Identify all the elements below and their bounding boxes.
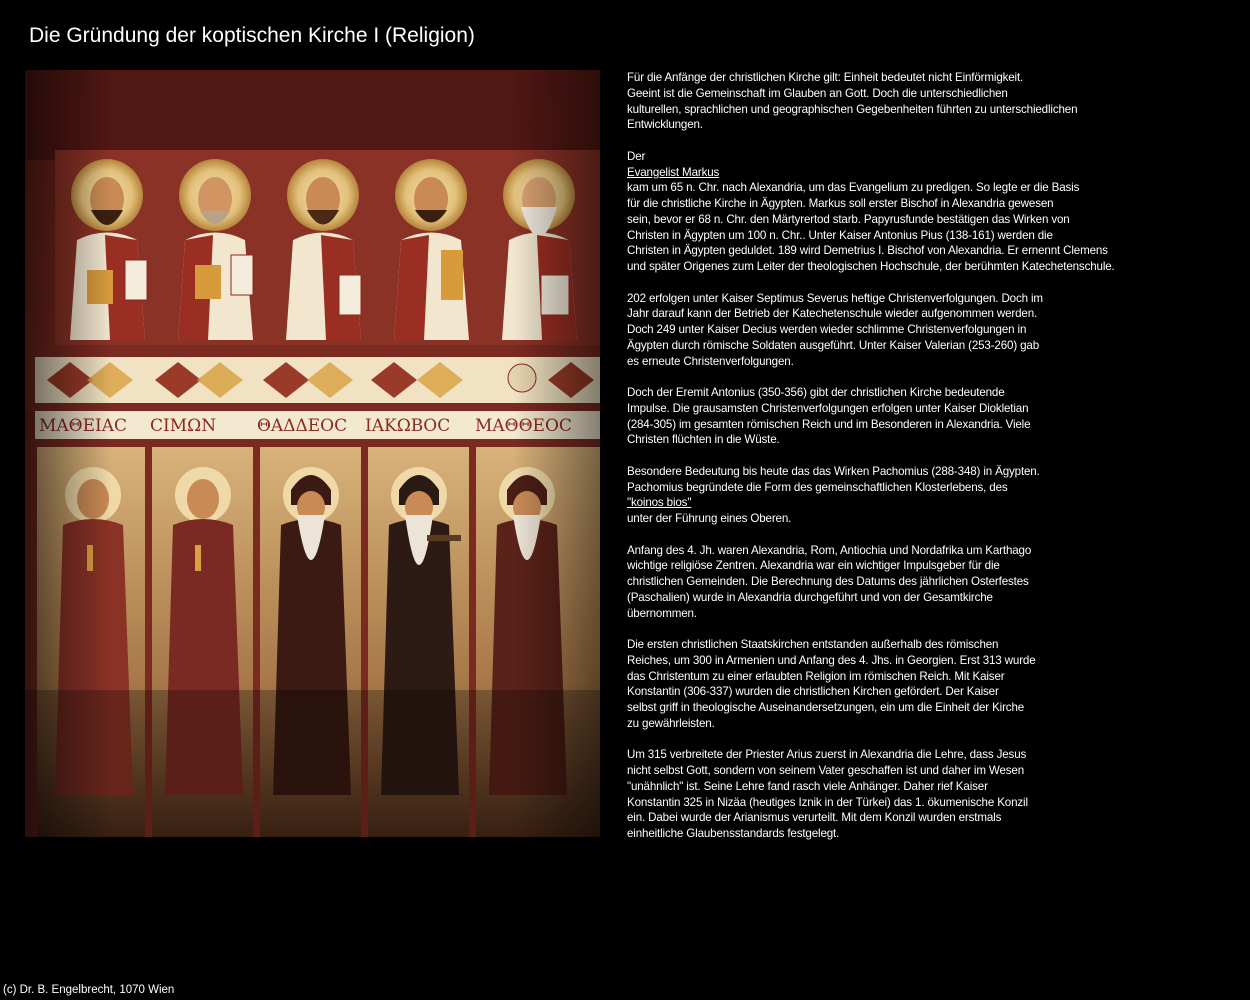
paragraph-markus-lead: Der bbox=[627, 149, 646, 163]
paragraph-arius: Um 315 verbreitete der Priester Arius zuerst in Alexandria die Lehre, dass Jesus nicht selbst Gott, sondern von seinem Vater geschaffen ist und daher im Wesen "unähnlich" ist. Seine Lehre fand rasch viele Anhänger. Daher rief Kaiser Konstantin 325 in Nizäa (heutiges Iznik in der Türkei) das 1. ökumenische Konzil ein. Dabei wurde der Arianismus verurteilt. Mit dem Konzil wurden erstmals einheitliche Glaubensstandards festgelegt. bbox=[627, 748, 1028, 840]
paragraph-persecutions: 202 erfolgen unter Kaiser Septimus Severus heftige Christenverfolgungen. Doch im Jahr darauf kann der Betrieb der Katechetenschule wieder aufgenommen werden. Doch 249 unter Kaiser Decius werden wieder schlimme Christenverfolgungen in Ägypten durch römische Soldaten ausgeführt. Unter Kaiser Valerian (253-260) gab es erneute Christenverfolgungen. bbox=[627, 291, 1043, 368]
paragraph-pachomius-lead: Besondere Bedeutung bis heute das das Wirken Pachomius (288-348) in Ägypten. Pachomius begründete die Form des gemeinschaftlichen Klosterlebens, des bbox=[627, 464, 1040, 494]
koinos-bios-link[interactable]: "koinos bios" bbox=[627, 496, 692, 510]
paragraph-state-churches: Die ersten christlichen Staatskirchen entstanden außerhalb des römischen Reiches, um 300 in Armenien und Anfang des 4. Jhs. in Georgien. Erst 313 wurde das Christentum zu einer erlaubten Religion im römischen Reich. Mit Kaiser Konstantin (306-337) wurden die christlichen Kirchen gefördert. Der Kaiser selbst griff in theologische Auseinandersetzungen, ein um die Einheit der Kirche zu gewährleisten. bbox=[627, 638, 1036, 730]
paragraph-markus bbox=[627, 149, 1187, 275]
paragraph-pachomius bbox=[627, 464, 1187, 527]
copyright-footer: (c) Dr. B. Engelbrecht, 1070 Wien bbox=[3, 984, 175, 996]
fresco-photo bbox=[25, 70, 600, 837]
paragraph-antonius: Doch der Eremit Antonius (350-356) gibt der christlichen Kirche bedeutende Impulse. Die grausamsten Christenverfolgungen erfolgen unter Kaiser Diokletian (284-305) im gesamten römischen Reich und im Besonderen in Alexandria. Viele Christen flüchten in die Wüste. bbox=[627, 386, 1031, 447]
fresco-image bbox=[25, 70, 600, 837]
paragraph-markus-body: kam um 65 n. Chr. nach Alexandria, um das Evangelium zu predigen. So legte er die Basis für die christliche Kirche in Ägypten. Markus soll erster Bischof in Alexandria gewesen sein, bevor er 68 n. Chr. den Märtyrertod starb. Papyrusfunde bestätigen das Wirken von Christen in Ägypten um 100 n. Chr.. Unter Kaiser Antonius Pius (138-161) werden die Christen in Ägypten geduldet. 189 wird Demetrius I. Bischof von Alexandria. Er ernennt Clemens und später Origenes zum Leiter der theologischen Hochschule, der berühmten Katechetenschule. bbox=[627, 181, 1115, 273]
evangelist-markus-link[interactable]: Evangelist Markus bbox=[627, 165, 720, 179]
article-text bbox=[627, 70, 1187, 858]
paragraph-pachomius-tail: unter der Führung eines Oberen. bbox=[627, 512, 792, 525]
paragraph-intro: Für die Anfänge der christlichen Kirche gilt: Einheit bedeutet nicht Einförmigkeit. Geeint ist die Gemeinschaft im Glauben an Gott. Doch die unterschiedlichen kulturellen, sprachlichen und geographischen Gegebenheiten führten zu unterschiedlichen Entwicklungen. bbox=[627, 71, 1078, 132]
page-title: Die Gründung der koptischen Kirche I (Religion) bbox=[29, 24, 475, 47]
paragraph-centers: Anfang des 4. Jh. waren Alexandria, Rom, Antiochia und Nordafrika um Karthago wichtige religiöse Zentren. Alexandria war ein wichtiger Impulsgeber für die christlichen Gemeinden. Die Berechnung des Datums des jährlichen Osterfestes (Paschalien) wurde in Alexandria durchgeführt und von der Gesamtkirche übernommen. bbox=[627, 543, 1032, 620]
